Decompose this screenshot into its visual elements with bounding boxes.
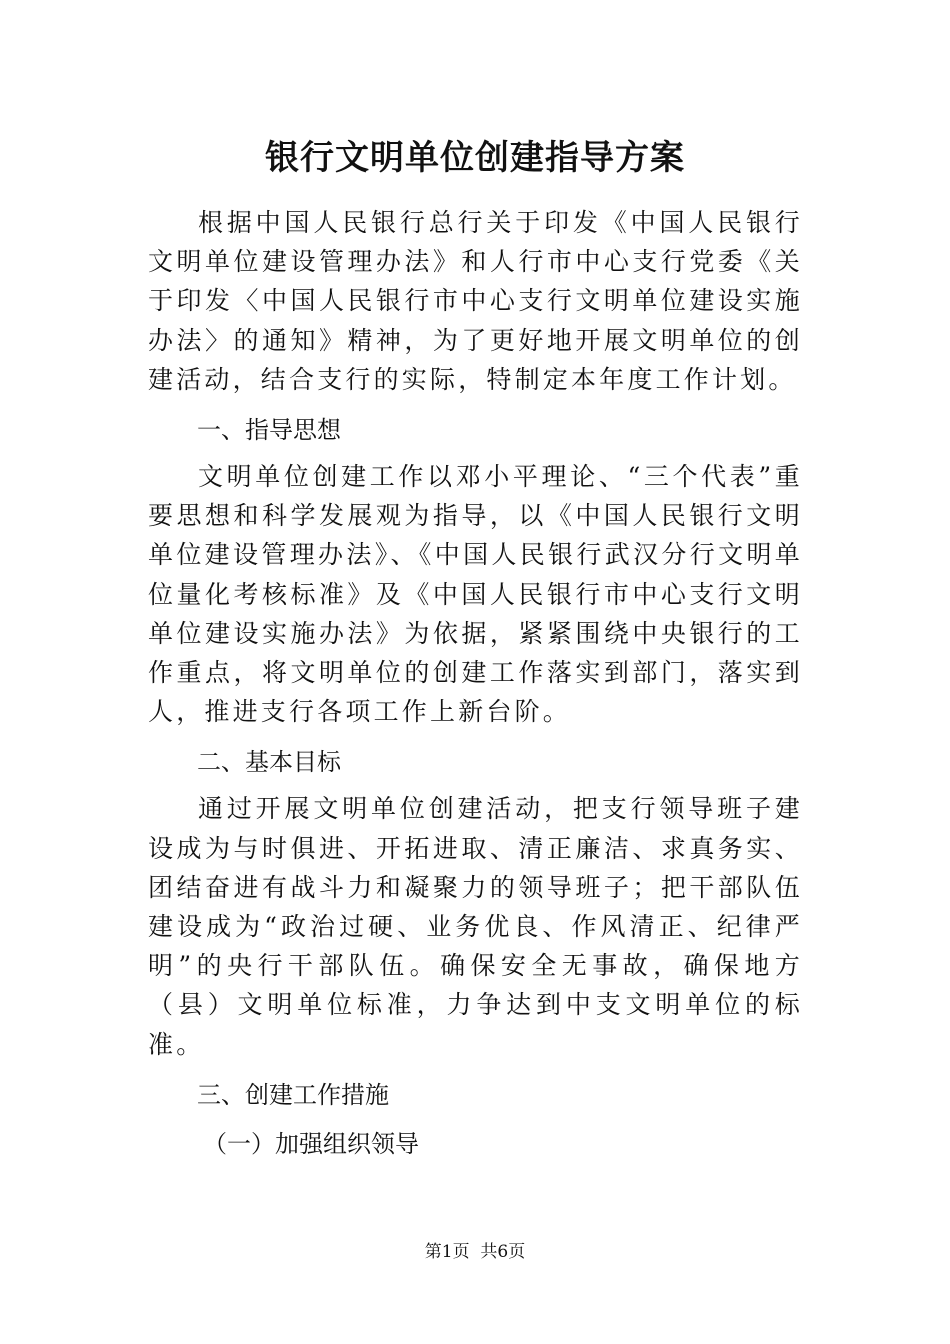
document-title: 银行文明单位创建指导方案 (265, 138, 685, 178)
page-footer (0, 1240, 950, 1264)
section-heading-measures: 三、创建工作措施 (197, 1080, 389, 1109)
section-heading-basic-goals: 二、基本目标 (197, 748, 341, 777)
guiding-ideology-paragraph: 文明单位创建工作以邓小平理论、“三个代表”重要思想和科学发展观为指导，以《中国人民银行文明单位建设管理办法》、《中国人民银行武汉分行文明单位量化考核标准》及《中国人民银行市中心支行文明单位建设实施办法》为依据，紧紧围绕中央银行的工作重点，将文明单位的创建工作落实到部门，落实到人，推进支行各项工作上新台阶。 (148, 462, 803, 727)
page-number: 第1页 (424, 1242, 470, 1262)
subsection-heading-leadership: （一）加强组织领导 (203, 1129, 419, 1158)
document-body (148, 203, 803, 1162)
page-total: 共6页 (480, 1242, 526, 1262)
basic-goals-paragraph: 通过开展文明单位创建活动，把支行领导班子建设成为与时俱进、开拓进取、清正廉洁、求真务实、团结奋进有战斗力和凝聚力的领导班子；把干部队伍建设成为“政治过硬、业务优良、作风清正、纪律严明”的央行干部队伍。确保安全无事故，确保地方（县）文明单位标准，力争达到中支文明单位的标准。 (148, 794, 803, 1059)
intro-paragraph: 根据中国人民银行总行关于印发《中国人民银行文明单位建设管理办法》和人行市中心支行党委《关于印发〈中国人民银行市中心支行文明单位建设实施办法〉的通知》精神，为了更好地开展文明单位的创建活动，结合支行的实际，特制定本年度工作计划。 (148, 208, 803, 394)
section-heading-guiding-ideology: 一、指导思想 (197, 416, 341, 445)
